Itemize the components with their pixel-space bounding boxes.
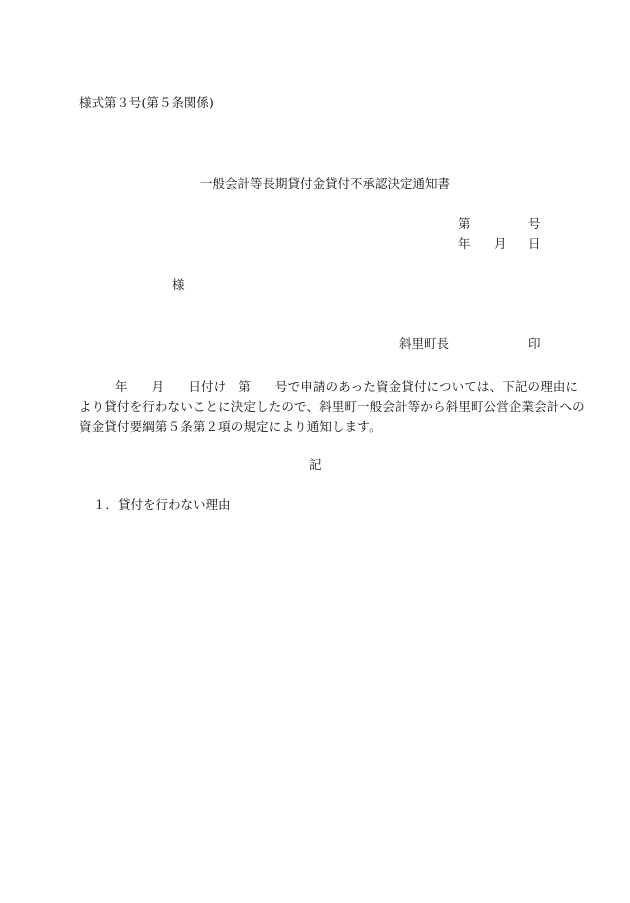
body-month: 月: [151, 379, 165, 394]
form-number: 様式第３号(第５条関係): [79, 95, 214, 110]
body-number-prefix: 第: [238, 379, 251, 394]
item-reason-heading: １．貸付を行わない理由: [93, 497, 231, 512]
body-year: 年: [115, 379, 128, 394]
body-line-2: より貸付を行わないことに決定したので、斜里町一般会計等から斜里町公営企業会計への: [79, 399, 585, 414]
body-dated: 日付け: [188, 379, 227, 394]
body-line-1: [79, 377, 579, 397]
seal-mark: 印: [528, 336, 541, 351]
doc-number-label: 第: [458, 216, 471, 231]
note-mark: 記: [309, 457, 322, 472]
notice-body: [79, 377, 585, 437]
date-year: 年: [458, 236, 471, 251]
issuer-name: 斜里町長: [399, 336, 450, 351]
document-title: 一般会計等長期貸付金貸付不承認決定通知書: [200, 176, 451, 191]
doc-number-unit: 号: [528, 216, 541, 231]
body-line-3: 資金貸付要綱第５条第２項の規定により通知します。: [79, 419, 382, 434]
body-line-1-rest: 号で申請のあった資金貸付については、下記の理由に: [274, 379, 579, 394]
addressee-honorific: 様: [172, 277, 185, 292]
date-day: 日: [528, 236, 541, 251]
date-month: 月: [494, 236, 507, 251]
